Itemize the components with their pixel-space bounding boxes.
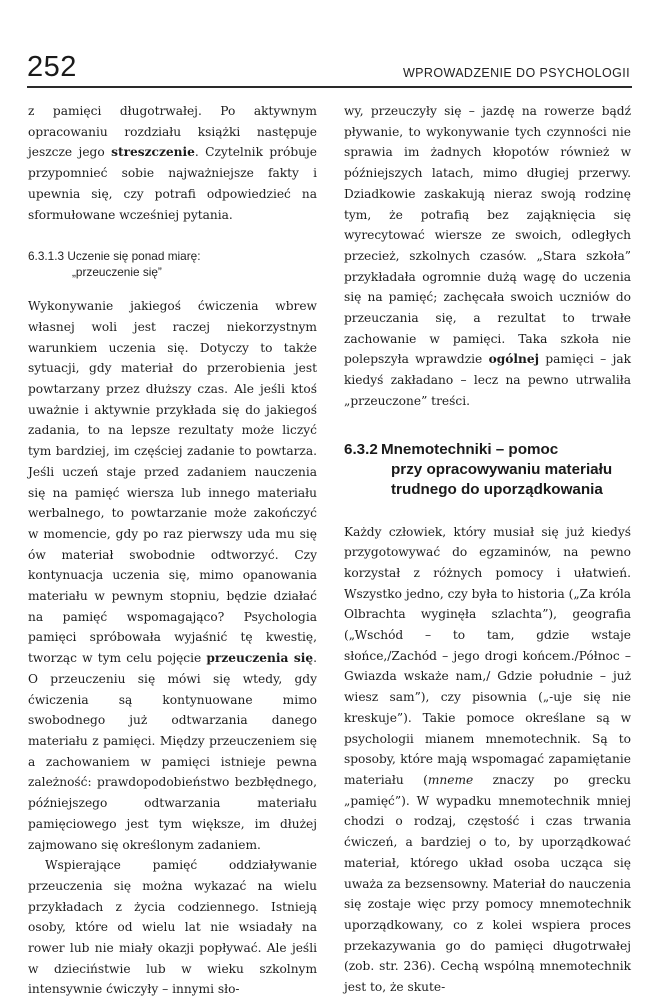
running-head: WPROWADZENIE DO PSYCHOLOGII [402, 66, 630, 80]
paragraph: wy, przeuczyły się – jazdę na rowerze bądź pływanie, to wykonywanie tych czynności nie sprawia im żadnych kłopotów również w późniejszych latach, mimo długiej przerwy. Dziadkowie zaskakują nieraz swoją rodzinę tym, że potrafią bez zająknięcia się wyrecytować wiersze ze swoich, odległych przecież, szkolnych czasów. „Stara szkoła” przykładała ogromnie dużą wagę do uczenia się na pamięć; zachęcała swoich uczniów do przeuczania się, a rezultat to trwałe zachowanie w pamięci. Taka szkoła nie polepszyła wprawdzie ogólnej pamięci – jak kiedyś zakładano – lecz na pewno utrwaliła „przeuczone” treści. [344, 104, 632, 408]
section-title-line: przy opracowywaniu materiału [391, 460, 613, 478]
header-rule [27, 86, 632, 88]
subsection-number: 6.3.1.3 [28, 249, 65, 264]
subsection-title-continued: „przeuczenie się” [72, 265, 162, 280]
subsection-heading [28, 248, 317, 280]
paragraph: Wspierające pamięć oddziaływanie przeuczenia się można wykazać na wielu przykładach z życia codziennego. Istnieją osoby, które od wielu lat nie wsiadały na rower lub nie miały okazji popływać. Ale jeśli w dzieciństwie lub w wieku szkolnym intensywnie ćwiczyły – innymi sło- [28, 858, 317, 997]
paragraph: Każdy człowiek, który musiał się już kiedyś przygotowywać do egzaminów, na pewno korzystał z różnych pomocy i ułatwień. Wszystko jedno, czy była to historia („Za króla Olbrachta wyginęła szlachta”), geografia („Wschód – to tam, gdzie wstaje słońce,/Zachód – jego drogi końcem./Północ – Gwiazda wskaże nam,/ Gdzie południe – już wiesz sam”), czy pisownia („-uje się nie kreskuje”). Takie pomoce określane są w psychologii mianem mnemotechnik. Są to sposoby, które mają wspomagać zapamiętanie materiału (mneme znaczy po grecku „pamięć”). W wypadku mnemotechnik mniej chodzi o rodzaj, częstość i czas trwania ćwiczeń, a bardziej o to, by uporządkować materiał, którego układ osoba ucząca się uważa za bezsensowny. Materiał do nauczenia się zostaje więc przy pomocy mnemotechnik uporządkowany, co z kolei wspiera proces przekazywania go do pamięci długotrwałej (zob. str. 236). Cechą wspólną mnemotechnik jest to, że skute- [344, 524, 631, 995]
section-title-line: trudnego do uporządkowania [391, 480, 603, 498]
section-heading [344, 440, 631, 500]
subsection-title: Uczenie się ponad miarę: [67, 249, 201, 264]
paragraph: Wykonywanie jakiegoś ćwiczenia wbrew własnej woli jest raczej niekorzystnym warunkiem uczenia się. Dotyczy to także sytuacji, gdy materiał do przerobienia jest powtarzany przez dłuższy czas. Ale jeśli ktoś uważnie i aktywnie przykłada się do jakiegoś zadania, to na lepsze rezultaty może liczyć tym bardziej, im częściej zadanie to powtarza. Jeśli uczeń staje przed zadaniem nauczenia się na pamięć wiersza lub innego materiału werbalnego, to powtarzanie może zakończyć w momencie, gdy po raz pierwszy uda mu się ów materiał swobodnie odtworzyć. Czy kontynuacja uczenia się, mimo opanowania materiału w pewnym stopniu, będzie działać na pamięć wspomagająco? Psychologia pamięci spróbowała wyjaśnić tę kwestię, tworząc w tym celu pojęcie przeuczenia się. O przeuczeniu się mówi się wtedy, gdy ćwiczenia są kontynuowane mimo swobodnego już odtwarzania danego materiału z pamięci. Między przeuczeniem się a zachowaniem w pamięci istnieje pewna zależność: prawdopodobieństwo bezbłędnego, późniejszego odtwarzania materiału pamięciowego jest tym większe, im dłużej zajmowano się określonym zadaniem. [28, 299, 318, 852]
left-column [28, 101, 317, 1000]
page-number: 252 [27, 51, 77, 83]
section-title: Mnemotechniki – pomoc [381, 440, 559, 458]
section-number: 6.3.2 [344, 440, 378, 458]
right-column [344, 101, 631, 998]
paragraph: z pamięci długotrwałej. Po aktywnym opracowaniu rozdziału książki następuje jeszcze jego streszczenie. Czytelnik próbuje przypomnieć sobie najważniejsze fakty i upewnia się, czy potrafi odpowiedzieć na sformułowane wcześniej pytania. [28, 104, 317, 222]
